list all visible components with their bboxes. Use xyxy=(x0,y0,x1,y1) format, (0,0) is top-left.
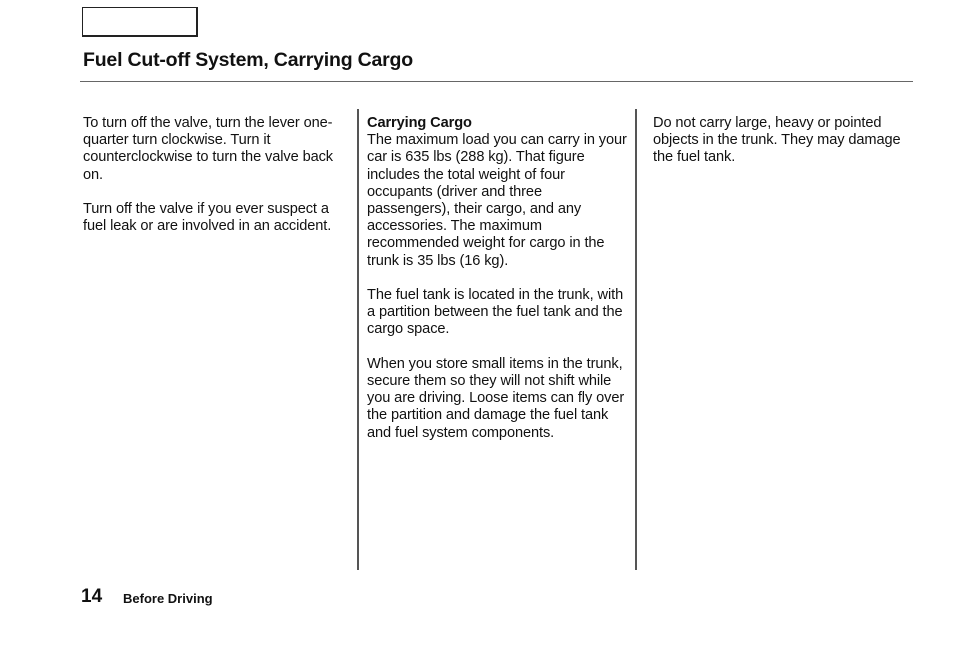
title-divider xyxy=(80,81,913,82)
middle-paragraph-2: The fuel tank is located in the trunk, with a partition between the fuel tank and the cargo space. xyxy=(367,287,624,338)
column-divider-right xyxy=(635,109,637,570)
middle-column xyxy=(367,115,629,459)
footer-section-name: Before Driving xyxy=(123,591,213,606)
carrying-cargo-heading: Carrying Cargo xyxy=(367,115,472,131)
left-column xyxy=(83,115,349,253)
middle-paragraph-3: When you store small items in the trunk, secure them so they will not shift while you are driving. Loose items can fly over the partition and damage the fuel tank and fuel system components. xyxy=(367,355,625,441)
section-tab-box xyxy=(82,7,198,37)
page-number: 14 xyxy=(81,586,103,607)
right-paragraph-1: Do not carry large, heavy or pointed objects in the trunk. They may damage the fuel tank. xyxy=(653,115,901,166)
page-title: Fuel Cut-off System, Carrying Cargo xyxy=(83,49,413,71)
column-divider-left xyxy=(357,109,359,570)
left-paragraph-2: Turn off the valve if you ever suspect a fuel leak or are involved in an accident. xyxy=(83,201,332,235)
middle-paragraph-1: The maximum load you can carry in your car is 635 lbs (288 kg). That figure includes the total weight of four occupants (driver and three passengers), their cargo, and any accessories. The maximum recommended weight for cargo in the trunk is 35 lbs (16 kg). xyxy=(367,132,627,269)
left-paragraph-1: To turn off the valve, turn the lever one-quarter turn clockwise. Turn it counterclockwise to turn the valve back on. xyxy=(83,115,333,183)
right-column xyxy=(653,115,915,184)
